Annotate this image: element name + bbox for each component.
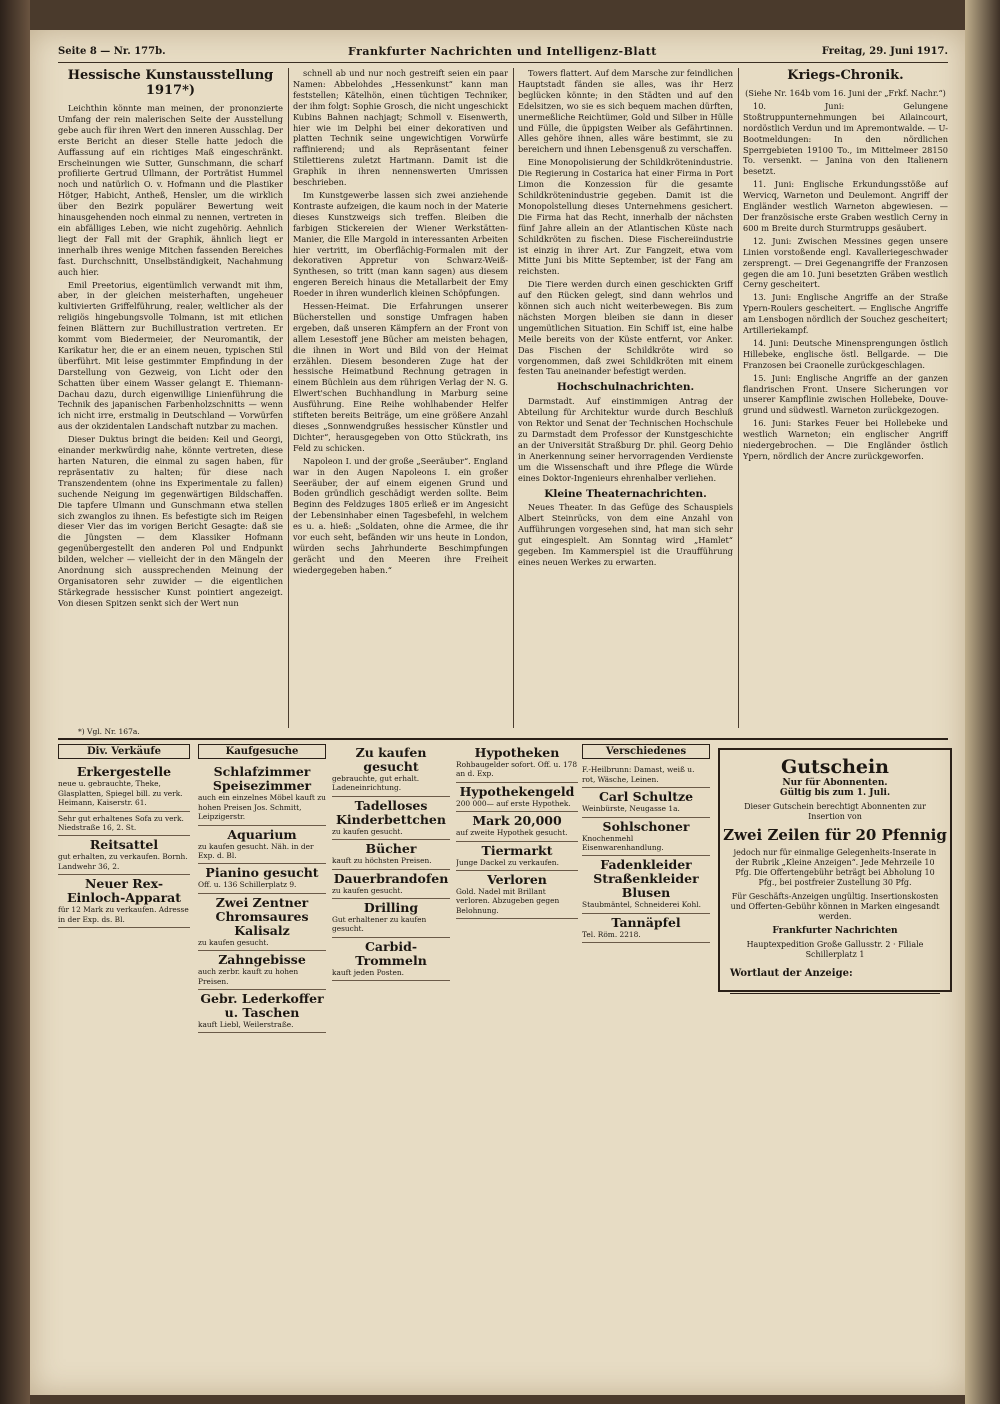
classified-ad [582,788,710,817]
ad-text: 200 000— auf erste Hypothek. [456,798,571,808]
ad-text: Staubmäntel, Schneiderei Kohl. [582,900,701,910]
paragraph: Hessen-Heimat. Die Erfahrungen unserer Bücherstellen und sonstige Umfragen haben ergeben, daß unseren Kämpfern an der Front von allem Lesestoff jene Bücher am meisten behagen, die ihnen in Wort und Bild von der Heimat erzählen. Diesem besonderen Zuge hat der hessische Heimatbund Rechnung getragen in einem Büchlein aus dem rührigen Verlag der N. G. Elwert'schen Buchhandlung in Marburg seine Ausführung. Eine Reihe wohlhabender Helfer stifteten bereits Beiträge, um eine größere Anzahl dieses „Sonnwendgrußes hessischer Künstler und Dichter“, herausgegeben von Otto Stückrath, ins Feld zu schicken. [293,301,508,453]
classified-ad [582,763,710,788]
coupon-offer: Zwei Zeilen für 20 Pfennig [723,826,947,844]
column-rule [513,68,514,728]
paragraph: schnell ab und nur noch gestreift seien ein paar Namen: Abbelohdes „Hessenkunst“ kann man feststellen; Kätelhön, einen tüchtigen Techniker, der ihm folgt: Sophie Grosch, die nicht ungeschickt Kubins Bahnen nachjagt; Schmoll v. Eisenwerth, hier wie im Delphi bei einer dekorativen und platten Technik seine ungewichtigen Vorwürfe raffinierend; und als Repräsentant feiner Stilettierens zuletzt Hartmann. Damit ist die Graphik in ihren nennenswerten Umrissen beschrieben. [293,68,508,188]
ad-headline: Mark 20,000 [472,813,562,829]
classified-ad [58,875,190,928]
ad-text: gebrauchte, gut erhalt. Ladeneinrichtung. [332,774,420,793]
ads-column-4 [456,744,578,1356]
chronik-entry: 10. Juni: Gelungene Stoßtruppunternehmungen bei Ailaincourt, nordöstlich Verdun und im Apremontwalde. — U-Bootmeldungen: In den nördlichen Sperrgebieten 19100 To., im Mittelmeer 28150 To. versenkt. — Janina von den Italienern besetzt. [743,100,948,177]
subscriber-coupon [718,748,952,992]
coupon-write-line[interactable] [730,993,940,994]
ad-text: Rohbaugelder sofort. Off. u. 178 an d. Exp. [456,760,578,779]
ad-text: F.-Heilbrunn: Damast, weiß u. rot, Wäsche, Leinen. [582,765,695,784]
classified-ad [582,856,710,913]
ad-text: auch ein einzelnes Möbel kauft zu hohen Preisen Jos. Schmitt, Leipzigerstr. [198,793,326,822]
chronik-subtitle: (Siehe Nr. 164b vom 16. Juni der „Frkf. Nachr.“) [745,88,946,98]
issue-date: Freitag, 29. Juni 1917. [821,46,948,57]
page-edge [965,0,1000,1404]
ads-divider [58,738,948,740]
column-1 [58,68,283,723]
classified-ad [332,899,450,938]
ads-heading: Verschiedenes [582,744,710,759]
classified-ad [582,818,710,857]
classified-ad [198,894,326,951]
classified-ad [456,842,578,871]
paragraph: Emil Preetorius, eigentümlich verwandt mit ihm, aber, in der gleichen meisterhaften, ungeheuer kultivierten Griffelführung, realer, weltlicher als der religiös hingebungsvolle Tolmann, ist mit etlichen feinen Blättern zur Buchillustration vertreten. Er kommt vom Biedermeier, der Neuromantik, der Karikatur her, die er an einem neuen, typischen Stil überführt. Mit leise gestimmter Empfindung in der Darstellung von Gezweig, von Licht oder den Schatten über einem Wasser gelangt E. Thiemann-Dachau dazu, durch eigenwillige Linienführung die Technik des japanischen Farbenholzschnitts — wenn ich nicht irre, erstmalig in Deutschland — Vorwürfen aus der okzidentalen Landschaft nutzbar zu machen. [58,279,283,432]
ad-text: Gut erhaltener zu kaufen gesucht. [332,915,427,934]
ad-text: zu kaufen gesucht. [332,885,403,895]
paragraph: Die Tiere werden durch einen geschickten Griff auf den Rücken gelegt, sind dann wehrlos und können sich auch nicht weiterbewegen. Bis zum nächsten Morgen bleiben sie dann in dieser ungemütlichen Situation. Ein Schiff ist, eine halbe Meile bereits von der Küste entfernt, vor Anker. Das Fischen der Schildkröte wird so vorgenommen, daß zwei Schildkröten mit einem festen Tau aneinander befestigt werden. [518,279,733,377]
classified-ad [332,938,450,981]
ad-headline: Verloren [487,872,547,888]
paragraph: Darmstadt. Auf einstimmigen Antrag der Abteilung für Architektur wurde durch Beschluß von Rektor und Senat der Technischen Hochschule zu Darmstadt dem Professor der Kunstgeschichte an der Universität Straßburg Dr. phil. Georg Dehio in Anerkennung seiner hervorragenden Verdienste um die Wissenschaft und ihre Pflege die Würde eines Doktor-Ingenieurs ehrenhalber verliehen. [518,396,733,483]
section-title-theater: Kleine Theaternachrichten. [544,487,707,500]
ad-headline: Hypothekengeld [459,783,575,799]
ad-text: auch zerbr. kauft zu hohen Preisen. [198,967,299,986]
ad-text: Tel. Röm. 2218. [582,929,641,939]
classified-ad [332,870,450,899]
ad-text: kauft jeden Posten. [332,967,404,977]
classified-ad [456,783,578,812]
classified-ad [58,763,190,811]
ad-text: zu kaufen gesucht. [198,937,269,947]
masthead: Frankfurter Nachrichten und Intelligenz-Blatt [348,45,657,58]
ad-headline: Sohlschoner [602,818,690,834]
ad-headline: Tannäpfel [611,914,681,930]
ad-headline: Aquarium [227,826,297,842]
ad-headline: Schlafzimmer Speisezimmer [212,764,312,794]
classified-ad [456,812,578,841]
ads-column-1 [58,744,190,1356]
ad-headline: Carbid-Trommeln [355,938,427,968]
ad-text: Knochenmehl Eisenwarenhandlung. [582,833,664,853]
ad-headline: Fadenkleider Straßenkleider Blusen [593,857,699,901]
section-title-hochschul: Hochschulnachrichten. [556,381,695,394]
classified-ad [198,763,326,825]
paragraph: Neues Theater. In das Gefüge des Schauspiels Albert Steinrücks, von dem eine Anzahl von Aufführungen vorgesehen sind, hat man sich sehr gut eingespielt. Am Sonntag wird „Hamlet“ gegeben. Im Kammerspiel ist die Uraufführung eines neuen Werkes zu erwarten. [518,502,733,567]
classified-ad [58,812,190,837]
ad-headline: Zwei Zentner Chromsaures Kalisalz [215,894,309,938]
page-number: Seite 8 — Nr. 177b. [58,46,166,57]
classified-ad [582,914,710,943]
column-2 [293,68,508,723]
coupon-subtitle: Nur für Abonnenten. [782,778,888,788]
paragraph: Dieser Duktus bringt die beiden: Keil und Georgi, einander merkwürdig nahe, könnte vertreten, diese harten Naturen, die einmal zu sagen haben, für repräsentativ zu halten; für diese nach Transzendentem (ohne ins Experimentale zu fallen) suchende Neigung im gegenwärtigen Bildschaffen. Die tapfere Ulmann und Gunschmann etwa stellen sich zwanglos zu ihnen. Es befestigte sich im Reigen dieser Vier das im vorigen Bericht Gesagte: daß sie die Jüngsten — dem Klassiker Hofmann gegenübergestellt den anderen Pol und Endpunkt bilden, welcher — vielleicht der in den Mängeln der Anordnung sich aussprechenden Meinung der Organisatoren sehr zuwider — die eigentlichen Stärkegrade hessischer Kunst pointiert angezeigt. Von diesen Spitzen senkt sich der Wert nun [58,434,283,608]
column-rule [738,68,739,728]
classified-ad [456,871,578,919]
ad-text: kauft Liebl, Weilerstraße. [198,1020,294,1030]
classified-ad [198,951,326,990]
footnote: *) Vgl. Nr. 167a. [78,727,140,736]
ad-text: Off. u. 136 Schillerplatz 9. [198,880,297,890]
ad-headline: Pianino gesucht [205,865,319,881]
paragraph: Eine Monopolisierung der Schildkrötenindustrie. Die Regierung in Costarica hat einer Firma in Port Limon die Konzession für die gesamte Schildkrötenindustrie gegeben. Damit ist die Monopolstellung dieses Unternehmens gesichert. Die Firma hat das Recht, innerhalb der nächsten fünf Jahre allein an der Atlantischen Küste nach Schildkröten zu fischen. Diese Fischereiindustrie ist einzig in ihrer Art. Zur Fangzeit, etwa vom Mitte Juni bis Mitte September, ist der Fang am reichsten. [518,157,733,277]
ad-text: Weinbürste, Neugasse 1a. [582,804,680,814]
coupon-address: Hauptexpedition Große Gallusstr. 2 · Filiale Schillerplatz 1 [746,940,924,959]
ad-text: zu kaufen gesucht. [332,826,403,836]
classified-ad [198,990,326,1033]
column-3 [518,68,733,723]
page-header [58,44,948,63]
ad-text: gut erhalten, zu verkaufen. Bornh. Landwehr 36, 2. [58,852,188,871]
classified-ad [58,836,190,875]
ad-headline: Hypotheken [474,745,560,760]
chronik-entry: 12. Juni: Zwischen Messines gegen unsere Linien vorstoßende engl. Kavalleriegeschwader zersprengt. — Drei Gegenangriffe der Franzosen gegen die am 10. Juni besetzten Gräben westlich Cerny gescheitert. [743,235,948,290]
ads-column-5 [582,744,710,1356]
coupon-text: jedoch nur für einmalige Gelegenheits-Inserate in der Rubrik „Kleine Anzeigen“. Jede Mehrzeile 10 Pfg. Die Offertengebühr beträgt bei Abholung 10 Pfg., bei postfreier Zustellung 30 Pfg. [733,848,937,887]
ad-headline: Tiermarkt [481,842,553,858]
ads-heading: Kaufgesuche [198,744,326,759]
ad-headline: Zahngebisse [218,952,306,968]
chronik-entry: 16. Juni: Starkes Feuer bei Hollebeke und westlich Warneton; ein englischer Angriff niedergebrochen. — Die Engländer östlich Ypern, nördlich der Ancre zurückgeworfen. [743,418,948,461]
classified-ad [332,797,450,840]
classified-ad [456,744,578,783]
chronik-entry: 14. Juni: Deutsche Minensprengungen östlich Hillebeke, englische östl. Bellgarde. — Die Franzosen bei Craonelle zurückgeschlagen. [743,337,948,370]
ad-text: neue u. gebrauchte, Theke, Glasplatten, Spiegel bill. zu verk. Heimann, Kaiserstr. 61. [58,779,183,808]
ad-headline: Reitsattel [89,837,159,853]
ad-text: kauft zu höchsten Preisen. [332,856,432,866]
ads-column-2 [198,744,326,1356]
paragraph: Im Kunstgewerbe lassen sich zwei anziehende Kontraste aufzeigen, die kaum noch in der Materie dieses Kunstzweigs sich treffen. Bleiben die farbigen Stickereien der Wiener Werkstätten-Manier, die Elle Margold in interessanten Arbeiten hier vertritt, im Oberflächig-Formalen mit der dekorativen Appretur von Schwarz-Weiß-Synthesen, so tritt (man kann sagen) aus diesem engeren Bereich hinaus die Metallarbeit der Emy Roeder in ihren wunderlich kleinen Schöpfungen. [293,189,508,299]
ad-headline: Bücher [365,841,417,857]
chronik-entry: 13. Juni: Englische Angriffe an der Straße Ypern-Roulers gescheitert. — Englische Angriffe am Lensbogen nördlich der Souchez gescheitert; Artilleriekampf. [743,292,948,336]
ad-text: Gold. Nadel mit Brillant verloren. Abzugeben gegen Belohnung. [456,887,560,915]
ad-text: Junge Dackel zu verkaufen. [456,857,559,867]
paragraph: Towers flattert. Auf dem Marsche zur feindlichen Hauptstadt fänden sie alles, was ihr Herz beglücken könnte; in den Städten und auf den Edelsitzen, wo sie es sich bequem machen dürften, unermeßliche Reichtümer, Gold und Silber in Hülle und Fülle, die üppigsten Weiber als Gefährtinnen. Alles gehöre ihnen, alles wäre bestimmt, sie zu bereichern und ihnen Lebensgenuß zu verschaffen. [518,68,733,155]
ad-text: Sehr gut erhaltenes Sofa zu verk. Niedstraße 16, 2. St. [58,813,184,833]
classified-ad [198,826,326,865]
ad-text: auf zweite Hypothek gesucht. [456,828,568,838]
column-rule [288,68,289,728]
classified-ad [332,840,450,869]
article-title-kriegs-chronik: Kriegs-Chronik. [787,68,904,83]
classified-ad [332,744,450,797]
chronik-entry: 11. Juni: Englische Erkundungsstöße auf Wervicq, Warneton und Deulemont. Angriff der Engländer westlich Warneton abgewiesen. — Der französische erste Graben westlich Cerny in 600 m Breite durch Sturmtrupps gesäubert. [743,179,948,233]
ad-headline: Tadelloses Kinderbettchen [336,797,446,827]
ad-headline: Erkergestelle [76,764,172,780]
ad-text: zu kaufen gesucht. Näh. in der Exp. d. Bl. [198,841,314,861]
coupon-validity: Gültig bis zum 1. Juli. [779,788,891,798]
book-spine [0,0,30,1404]
coupon-wording-label: Wortlaut der Anzeige: [730,968,853,979]
ad-headline: Dauerbrandofen [333,870,449,886]
coupon-title: Gutschein [780,756,890,778]
coupon-text: Für Geschäfts-Anzeigen ungültig. Insertionskosten und Offerten-Gebühr können in Marken eingesandt werden. [730,892,940,921]
paragraph: Napoleon I. und der große „Seeräuber“. England war in den Augen Napoleons I. ein großer Seeräuber, der auf einem eigenen Grund und Boden gründlich geschädigt werden sollte. Beim Beginn des Feldzuges 1805 erließ er im Angesicht der Lebensinhaber einen Tagesbefehl, in welchem es u. a. hieß: „Soldaten, ohne die Armee, die ihr vor euch seht, befänden wir uns heute in London, würden sechs Jahrhunderte Beschimpfungen gerächt und den Meeren ihre Freiheit wiedergegeben haben.“ [293,455,508,575]
ad-text: für 12 Mark zu verkaufen. Adresse in der Exp. ds. Bl. [58,905,189,924]
coupon-text: Dieser Gutschein berechtigt Abonnenten zur Insertion von [744,802,926,821]
ads-heading: Div. Verkäufe [58,744,190,759]
coupon-publisher: Frankfurter Nachrichten [772,926,898,936]
ad-headline: Drilling [363,900,419,916]
paragraph: Leichthin könnte man meinen, der prononzierte Umfang der rein malerischen Seite der Ausstellung gebe auch für ihren Wert den inneren Ausschlag. Der erste Bericht an dieser Stelle hatte jedoch die Auffassung auf ein richtiges Maß eingeschränkt. Erscheinungen wie Sutter, Gunschmann, die scharf profilierte Gertrud Ullmann, der Porträtist Hummel noch und natürlich O. v. Hofmann und die Plastiker Hötger, Habicht, Antheß, Hensler, um die wirklich über den Bezirk populärer Bewertung weit hinausgehenden noch einmal zu nennen, vertreten in ein abfälliges Leben, wie nicht zugehörig. Aehnlich liegt der Fall mit der Graphik, ähnlich liegt er innerhalb ihres wenige Mitchen fassenden Bereiches fast. Durchschnitt, Unselbständigkeit, Nachahmung auch hier. [58,103,283,277]
ad-headline: Zu kaufen gesucht [355,745,427,774]
classified-ad [198,864,326,893]
column-4 [743,68,948,723]
chronik-entry: 15. Juni: Englische Angriffe an der ganzen flandrischen Front. Unsere Sicherungen vor unserer Kampflinie zwischen Hollebeke, Douve-grund und südwestl. Warneton zurückgezogen. [743,372,948,416]
article-title-kunstausstellung: Hessische Kunstausstellung 1917*) [67,68,274,98]
ad-headline: Neuer Rex-Einloch-Apparat [66,876,182,906]
ad-headline: Carl Schultze [598,789,694,805]
ads-column-3 [332,744,450,1356]
ad-headline: Gebr. Lederkoffer u. Taschen [200,991,324,1021]
